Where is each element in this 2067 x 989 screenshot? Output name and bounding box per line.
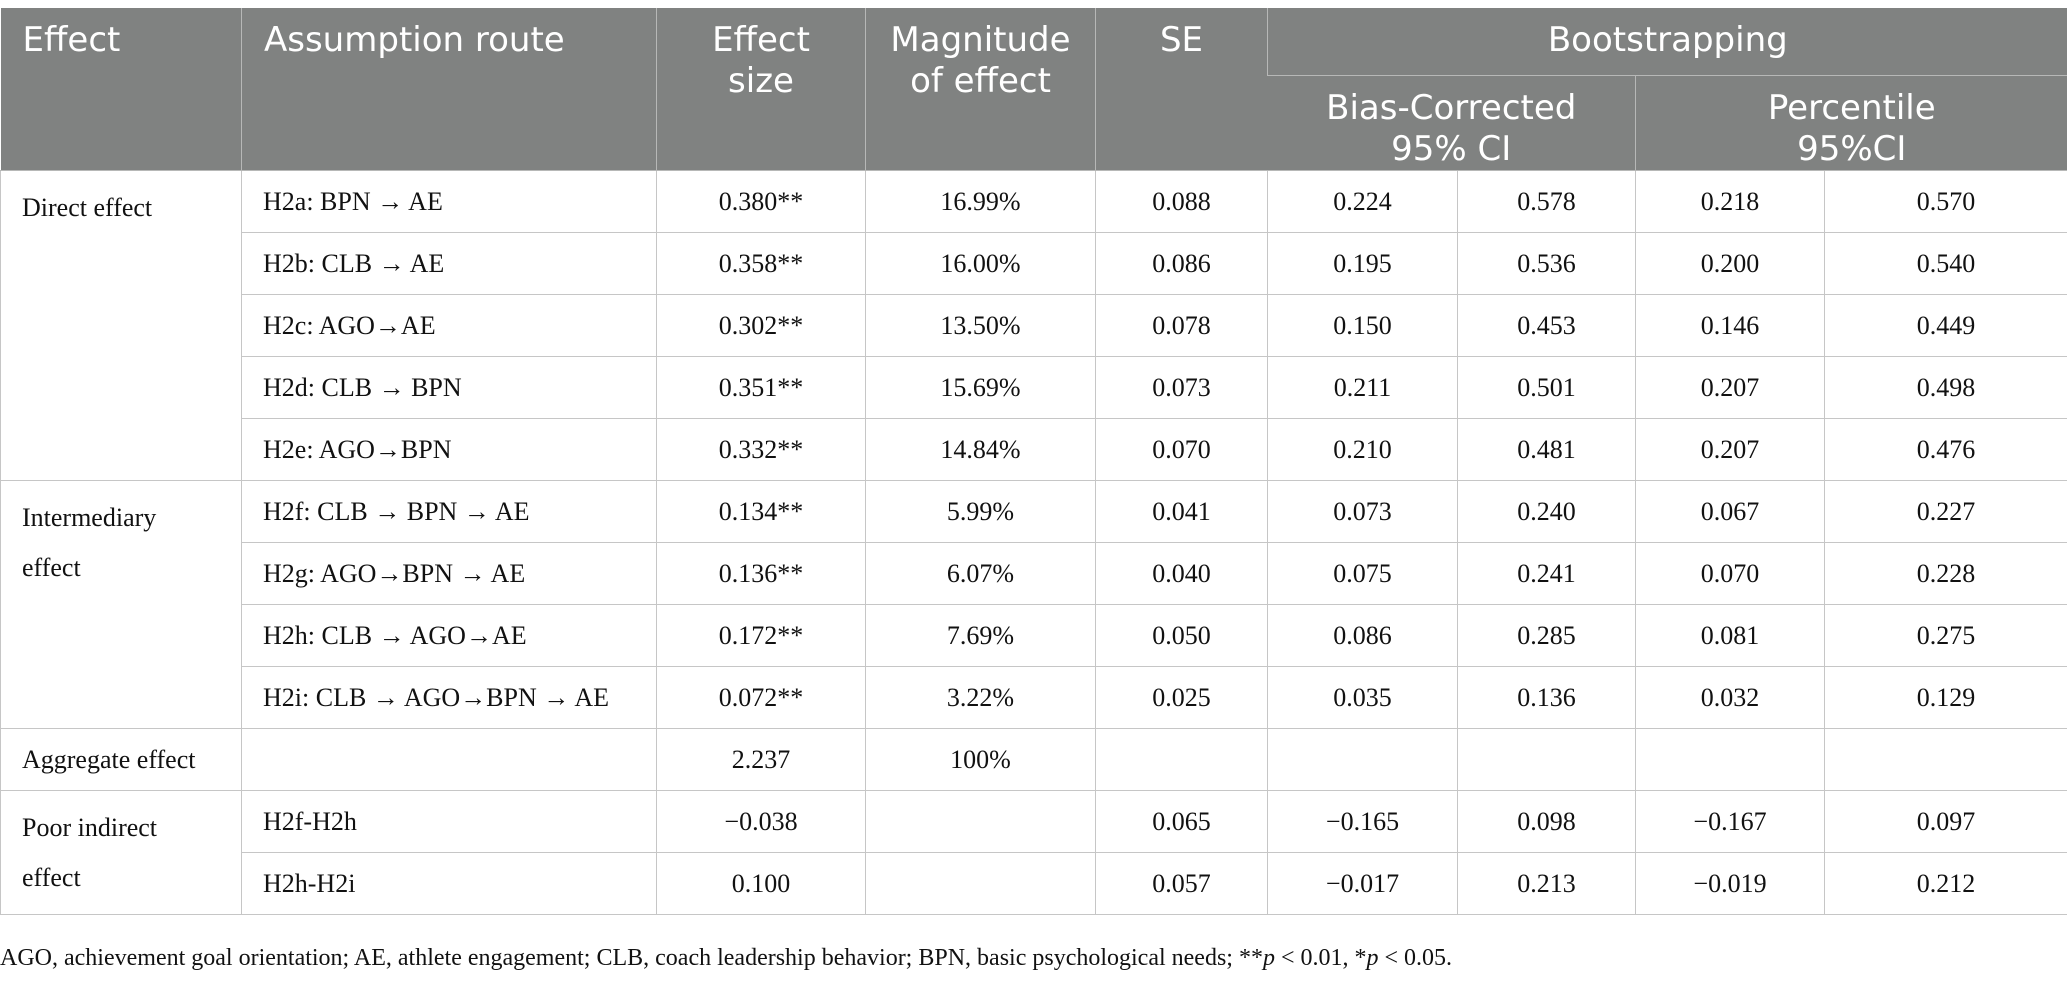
route-cell: H2a: BPN → AE (242, 171, 657, 233)
table-row (1, 605, 2067, 667)
table-row (1, 481, 2067, 543)
bc-upper-cell: 0.453 (1458, 295, 1636, 357)
route-cell: H2h: CLB → AGO→AE (242, 605, 657, 667)
percentile-lower-cell: 0.032 (1636, 667, 1825, 729)
effect-size-cell: 0.332** (657, 419, 866, 481)
percentile-upper-cell: 0.212 (1825, 853, 2067, 915)
bc-upper-cell: 0.578 (1458, 171, 1636, 233)
percentile-lower-cell: −0.019 (1636, 853, 1825, 915)
table-row (1, 853, 2067, 915)
group-label-direct-effect: Direct effect (1, 171, 242, 481)
percentile-lower-cell: 0.218 (1636, 171, 1825, 233)
effect-size-cell: 0.380** (657, 171, 866, 233)
table-row (1, 357, 2067, 419)
magnitude-cell: 14.84% (866, 419, 1096, 481)
bc-upper-cell: 0.213 (1458, 853, 1636, 915)
route-cell (242, 729, 657, 791)
percentile-lower-cell: 0.207 (1636, 419, 1825, 481)
percentile-upper-cell: 0.097 (1825, 791, 2067, 853)
percentile-lower-cell: 0.146 (1636, 295, 1825, 357)
bc-upper-cell: 0.481 (1458, 419, 1636, 481)
bc-lower-cell: 0.195 (1268, 233, 1458, 295)
se-cell: 0.025 (1096, 667, 1268, 729)
header-bootstrapping: Bootstrapping (1268, 8, 2067, 76)
effect-size-cell: 0.358** (657, 233, 866, 295)
magnitude-cell: 6.07% (866, 543, 1096, 605)
header-assumption-route: Assumption route (242, 8, 657, 171)
table-row (1, 171, 2067, 233)
se-cell: 0.040 (1096, 543, 1268, 605)
bc-upper-cell: 0.285 (1458, 605, 1636, 667)
bc-upper-cell: 0.501 (1458, 357, 1636, 419)
table-row (1, 233, 2067, 295)
magnitude-cell: 100% (866, 729, 1096, 791)
percentile-upper-cell: 0.570 (1825, 171, 2067, 233)
effect-size-cell: 0.172** (657, 605, 866, 667)
percentile-upper-cell: 0.228 (1825, 543, 2067, 605)
group-label-intermediary-effect: Intermediary effect (1, 481, 242, 729)
bc-lower-cell: −0.017 (1268, 853, 1458, 915)
magnitude-cell: 7.69% (866, 605, 1096, 667)
bc-upper-cell: 0.240 (1458, 481, 1636, 543)
bc-upper-cell (1458, 729, 1636, 791)
effect-size-cell: 2.237 (657, 729, 866, 791)
magnitude-cell: 15.69% (866, 357, 1096, 419)
route-cell: H2g: AGO→BPN → AE (242, 543, 657, 605)
effect-size-cell: 0.072** (657, 667, 866, 729)
se-cell: 0.073 (1096, 357, 1268, 419)
se-cell: 0.078 (1096, 295, 1268, 357)
percentile-upper-cell: 0.129 (1825, 667, 2067, 729)
route-cell: H2f-H2h (242, 791, 657, 853)
magnitude-cell (866, 853, 1096, 915)
table-body (1, 171, 2067, 915)
se-cell: 0.065 (1096, 791, 1268, 853)
percentile-lower-cell (1636, 729, 1825, 791)
bc-lower-cell: 0.086 (1268, 605, 1458, 667)
table-row (1, 295, 2067, 357)
bc-lower-cell: 0.150 (1268, 295, 1458, 357)
se-cell (1096, 729, 1268, 791)
bc-lower-cell: 0.073 (1268, 481, 1458, 543)
table-row (1, 419, 2067, 481)
percentile-lower-cell: 0.070 (1636, 543, 1825, 605)
bc-lower-cell: 0.210 (1268, 419, 1458, 481)
bc-upper-cell: 0.241 (1458, 543, 1636, 605)
bc-lower-cell (1268, 729, 1458, 791)
percentile-upper-cell: 0.498 (1825, 357, 2067, 419)
footnote-p-symbol: p (1262, 945, 1275, 971)
percentile-lower-cell: 0.207 (1636, 357, 1825, 419)
header-magnitude-of-effect: Magnitude of effect (866, 8, 1096, 171)
se-cell: 0.057 (1096, 853, 1268, 915)
bc-upper-cell: 0.536 (1458, 233, 1636, 295)
results-table (0, 8, 2067, 915)
table-row (1, 667, 2067, 729)
route-cell: H2i: CLB → AGO→BPN → AE (242, 667, 657, 729)
bc-lower-cell: 0.211 (1268, 357, 1458, 419)
route-cell: H2h-H2i (242, 853, 657, 915)
bc-upper-cell: 0.098 (1458, 791, 1636, 853)
header-effect: Effect (1, 8, 242, 171)
header-effect-size: Effect size (657, 8, 866, 171)
se-cell: 0.041 (1096, 481, 1268, 543)
percentile-lower-cell: −0.167 (1636, 791, 1825, 853)
percentile-upper-cell: 0.227 (1825, 481, 2067, 543)
percentile-upper-cell: 0.540 (1825, 233, 2067, 295)
magnitude-cell: 13.50% (866, 295, 1096, 357)
percentile-upper-cell (1825, 729, 2067, 791)
header-percentile-ci: Percentile 95%CI (1636, 76, 2067, 171)
footnote-mid: < 0.01, * (1274, 945, 1367, 971)
se-cell: 0.086 (1096, 233, 1268, 295)
bc-lower-cell: 0.075 (1268, 543, 1458, 605)
magnitude-cell: 5.99% (866, 481, 1096, 543)
percentile-upper-cell: 0.476 (1825, 419, 2067, 481)
bc-lower-cell: 0.224 (1268, 171, 1458, 233)
bc-upper-cell: 0.136 (1458, 667, 1636, 729)
magnitude-cell: 16.99% (866, 171, 1096, 233)
route-cell: H2e: AGO→BPN (242, 419, 657, 481)
magnitude-cell: 16.00% (866, 233, 1096, 295)
effect-size-cell: 0.134** (657, 481, 866, 543)
se-cell: 0.088 (1096, 171, 1268, 233)
table-row (1, 791, 2067, 853)
footnote-p-symbol: p (1366, 945, 1379, 971)
effect-size-cell: 0.100 (657, 853, 866, 915)
percentile-upper-cell: 0.449 (1825, 295, 2067, 357)
se-cell: 0.070 (1096, 419, 1268, 481)
group-label-poor-indirect-effect: Poor indirect effect (1, 791, 242, 915)
header-se: SE (1096, 8, 1268, 171)
footnote-lead: AGO, achievement goal orientation; AE, athlete engagement; CLB, coach leadership behavior; BPN, basic psychological needs; ** (0, 945, 1263, 971)
magnitude-cell (866, 791, 1096, 853)
table-footnote (0, 945, 1452, 972)
percentile-lower-cell: 0.200 (1636, 233, 1825, 295)
route-cell: H2f: CLB → BPN → AE (242, 481, 657, 543)
header-bias-corrected-ci: Bias-Corrected 95% CI (1268, 76, 1636, 171)
route-cell: H2c: AGO→AE (242, 295, 657, 357)
percentile-lower-cell: 0.081 (1636, 605, 1825, 667)
effect-size-cell: −0.038 (657, 791, 866, 853)
magnitude-cell: 3.22% (866, 667, 1096, 729)
route-cell: H2b: CLB → AE (242, 233, 657, 295)
table-header (1, 8, 2067, 171)
table-row (1, 543, 2067, 605)
percentile-upper-cell: 0.275 (1825, 605, 2067, 667)
effect-size-cell: 0.136** (657, 543, 866, 605)
route-cell: H2d: CLB → BPN (242, 357, 657, 419)
bc-lower-cell: −0.165 (1268, 791, 1458, 853)
effect-size-cell: 0.302** (657, 295, 866, 357)
footnote-tail: < 0.05. (1378, 945, 1453, 971)
se-cell: 0.050 (1096, 605, 1268, 667)
group-label-aggregate-effect: Aggregate effect (1, 729, 242, 791)
percentile-lower-cell: 0.067 (1636, 481, 1825, 543)
table-row (1, 729, 2067, 791)
effect-size-cell: 0.351** (657, 357, 866, 419)
bc-lower-cell: 0.035 (1268, 667, 1458, 729)
